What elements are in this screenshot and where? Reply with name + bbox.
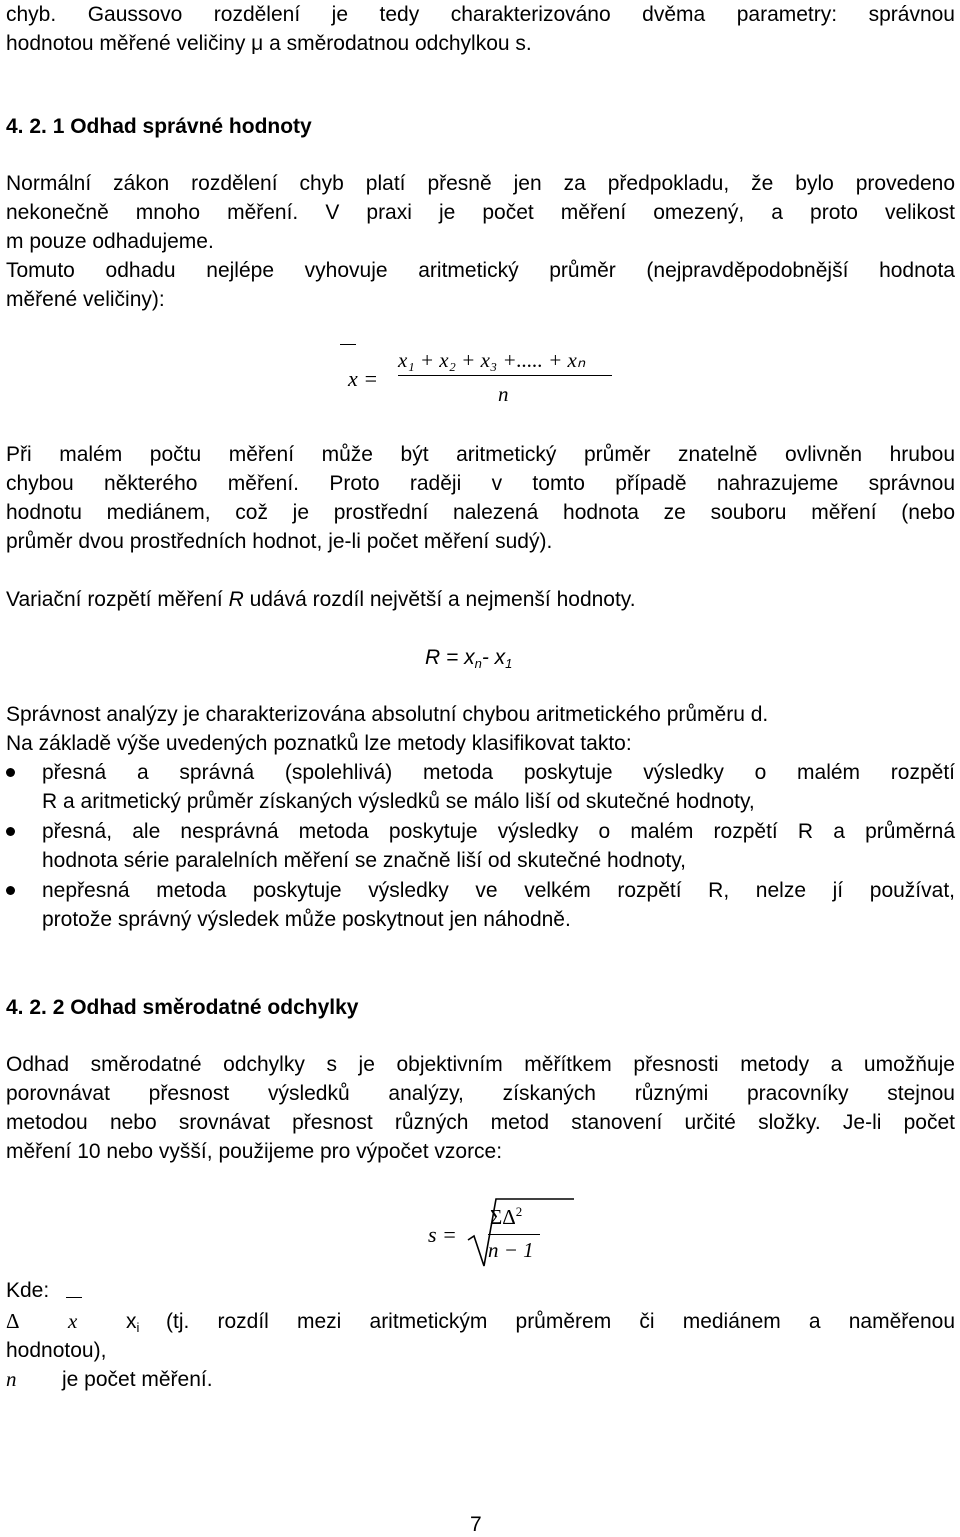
bullet-dot-icon (6, 886, 15, 895)
range-prefix: Variační rozpětí měření (6, 588, 223, 611)
range-symbol: R (228, 588, 244, 611)
n-symbol: n (6, 1367, 17, 1391)
paragraph-median-line3: hodnotu mediánem, což je prostřední nalezená hodnota ze souboru měření (nebo (6, 501, 955, 524)
bullet-line1: přesná, ale nesprávná metoda poskytuje výsledky o malém rozpětí R a průměrná (42, 820, 955, 843)
paragraph-stddev-line4: měření 10 nebo vyšší, použijeme pro výpočet vzorce: (6, 1140, 503, 1163)
paragraph-median-line1: Při malém počtu měření může být aritmetický průměr znatelně ovlivněn hrubou (6, 443, 955, 466)
paragraph-normal-law-line1: Normální zákon rozdělení chyb platí přesně jen za předpokladu, že bylo provedeno (6, 172, 955, 195)
list-item (6, 817, 955, 875)
stddev-fraction-bar (488, 1234, 540, 1235)
formula-arithmetic-mean (340, 344, 630, 414)
paragraph-accuracy-line1: Správnost analýzy je charakterizována absolutní chybou aritmetického průměru d. (6, 703, 769, 726)
bullet-dot-icon (6, 827, 15, 836)
paragraph-median-line2: chybou některého měření. Proto raději v tomto případě nahrazujeme správnou (6, 472, 955, 495)
bullet-line2: hodnota série paralelních měření se značně liší od skutečné hodnoty, (42, 849, 687, 872)
xi-sub: i (136, 1320, 140, 1335)
xi-base: x (126, 1310, 137, 1333)
paragraph-mean-line1: Tomuto odhadu nejlépe vyhovuje aritmetický průměr (nejpravděpodobnější hodnota (6, 259, 955, 282)
bullet-line2: R a aritmetický průměr získaných výsledků se málo liší od skutečné hodnoty, (42, 790, 755, 813)
section-heading-4-2-2: 4. 2. 2 Odhad směrodatné odchylky (6, 996, 359, 1019)
paragraph-normal-law-line3: m pouze odhadujeme. (6, 230, 214, 253)
stddev-numerator-text: ΣΔ (490, 1205, 516, 1229)
paragraph-stddev-line1: Odhad směrodatné odchylky s je objektivním měřítkem přesnosti metody a umožňuje (6, 1053, 955, 1076)
delta-definition-line2: hodnotou), (6, 1339, 107, 1362)
paragraph-gauss-line1: chyb. Gaussovo rozdělení je tedy charakterizováno dvěma parametry: správnou (6, 3, 955, 26)
xbar-line (66, 1297, 82, 1298)
formula-range (425, 643, 625, 678)
definition-delta (6, 1307, 955, 1365)
definition-n (6, 1365, 955, 1394)
formula-std-deviation (428, 1196, 578, 1276)
kde-label: Kde: (6, 1279, 50, 1302)
paragraph-normal-law-line2: nekonečně mnoho měření. V praxi je počet měření omezený, a proto velikost (6, 201, 955, 224)
bullet-line1: přesná a správná (spolehlivá) metoda poskytuje výsledky o malém rozpětí (42, 761, 955, 784)
delta-definition-text: (tj. rozdíl mezi aritmetickým průměrem či mediánem a naměřenou (166, 1310, 955, 1333)
list-item (6, 876, 955, 934)
bullet-line1: nepřesná metoda poskytuje výsledky ve velkém rozpětí R, nelze jí používat, (42, 879, 955, 902)
paragraph-range (6, 585, 955, 614)
stddev-exponent: 2 (515, 1204, 523, 1219)
paragraph-accuracy-line2: Na základě výše uvedených poznatků lze metody klasifikovat takto: (6, 732, 632, 755)
list-item (6, 758, 955, 816)
range-suffix: udává rozdíl největší a nejmenší hodnoty. (249, 588, 636, 611)
fraction-bar (398, 375, 612, 376)
bullet-dot-icon (6, 768, 15, 777)
mean-bar (340, 344, 356, 345)
mean-lhs: x = (348, 366, 379, 391)
paragraph-stddev-line3: metodou nebo srovnávat přesnost různých metod stanovení určité složky. Je-li počet (6, 1111, 955, 1134)
paragraph-gauss-line2: hodnotou měřené veličiny μ a směrodatnou odchylkou s. (6, 32, 532, 55)
stddev-numerator (490, 1204, 522, 1230)
mean-denominator: n (498, 382, 509, 406)
xi-symbol (126, 1307, 139, 1342)
section-heading-4-2-1: 4. 2. 1 Odhad správné hodnoty (6, 115, 312, 138)
delta-symbol: Δ (6, 1309, 20, 1333)
page-number: 7 (470, 1513, 482, 1536)
bullet-line2: protože správný výsledek může poskytnout jen náhodně. (42, 908, 571, 931)
n-definition-text: je počet měření. (62, 1368, 213, 1391)
paragraph-stddev-line2: porovnávat přesnost výsledků analýzy, získaných různými pracovníky stejnou (6, 1082, 955, 1105)
mean-numerator: x₁ + x₂ + x₃ +..... + xₙ (398, 348, 586, 372)
range-formula-sub-1: 1 (505, 656, 513, 671)
xbar-symbol: x (68, 1309, 78, 1333)
range-formula-sub-n: n (474, 656, 482, 671)
stddev-lhs: s = (428, 1222, 457, 1247)
paragraph-mean-line2: měřené veličiny): (6, 288, 165, 311)
range-formula-r: R = x (425, 646, 475, 669)
stddev-denominator: n − 1 (488, 1238, 534, 1262)
range-formula-minus: - x (481, 646, 506, 669)
paragraph-median-line4: průměr dvou prostředních hodnot, je-li počet měření sudý). (6, 530, 553, 553)
